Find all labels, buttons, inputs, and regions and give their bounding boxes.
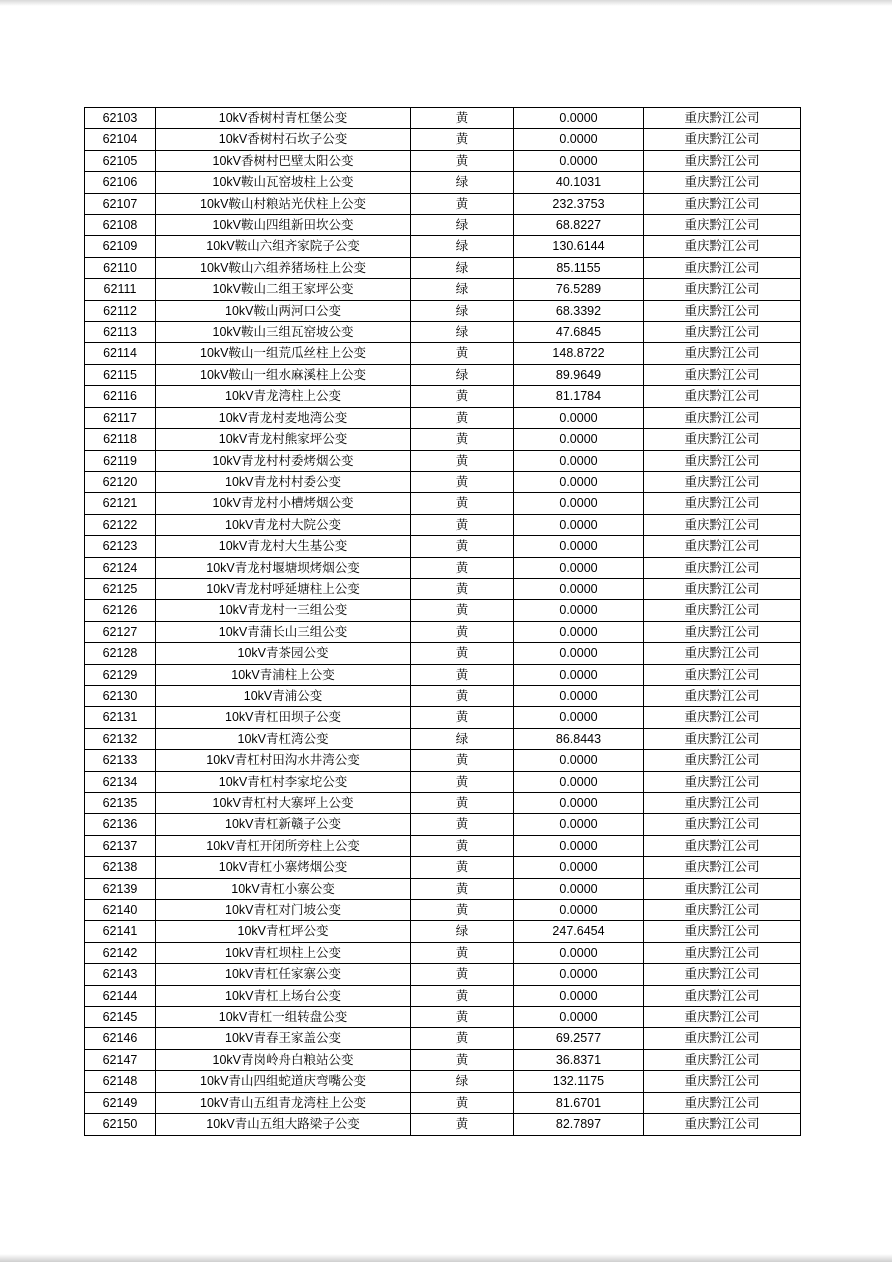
cell-value: 85.1155 (514, 257, 644, 278)
cell-company: 重庆黔江公司 (644, 471, 801, 492)
cell-id: 62110 (85, 257, 156, 278)
table-row (85, 1007, 801, 1028)
cell-company: 重庆黔江公司 (644, 1049, 801, 1070)
cell-name: 10kV青龙村大院公变 (156, 514, 411, 535)
cell-value: 0.0000 (514, 964, 644, 985)
cell-id: 62106 (85, 172, 156, 193)
cell-name: 10kV青杠村李家坨公变 (156, 771, 411, 792)
cell-company: 重庆黔江公司 (644, 664, 801, 685)
cell-status: 黄 (411, 450, 514, 471)
cell-id: 62148 (85, 1071, 156, 1092)
cell-id: 62140 (85, 900, 156, 921)
cell-value: 89.9649 (514, 364, 644, 385)
cell-id: 62114 (85, 343, 156, 364)
table-row (85, 257, 801, 278)
page-edge-top (0, 0, 892, 6)
cell-company: 重庆黔江公司 (644, 215, 801, 236)
table-row (85, 964, 801, 985)
cell-name: 10kV青龙村呼延塘柱上公变 (156, 578, 411, 599)
cell-value: 0.0000 (514, 985, 644, 1006)
cell-company: 重庆黔江公司 (644, 493, 801, 514)
cell-value: 0.0000 (514, 493, 644, 514)
cell-status: 黄 (411, 771, 514, 792)
cell-name: 10kV青杠上场台公变 (156, 985, 411, 1006)
cell-status: 绿 (411, 236, 514, 257)
cell-status: 绿 (411, 322, 514, 343)
cell-company: 重庆黔江公司 (644, 964, 801, 985)
cell-name: 10kV青山五组青龙湾柱上公变 (156, 1092, 411, 1113)
cell-company: 重庆黔江公司 (644, 985, 801, 1006)
cell-status: 黄 (411, 407, 514, 428)
cell-id: 62108 (85, 215, 156, 236)
cell-company: 重庆黔江公司 (644, 236, 801, 257)
cell-value: 0.0000 (514, 621, 644, 642)
cell-name: 10kV青龙湾柱上公变 (156, 386, 411, 407)
cell-company: 重庆黔江公司 (644, 279, 801, 300)
cell-company: 重庆黔江公司 (644, 343, 801, 364)
cell-company: 重庆黔江公司 (644, 193, 801, 214)
table-row (85, 728, 801, 749)
table-row (85, 1071, 801, 1092)
table-row (85, 771, 801, 792)
table-row (85, 150, 801, 171)
cell-status: 绿 (411, 257, 514, 278)
table-row (85, 643, 801, 664)
cell-name: 10kV青杠坝柱上公变 (156, 942, 411, 963)
cell-status: 黄 (411, 108, 514, 129)
cell-id: 62137 (85, 835, 156, 856)
cell-name: 10kV鞍山三组瓦窑坡公变 (156, 322, 411, 343)
cell-company: 重庆黔江公司 (644, 900, 801, 921)
cell-company: 重庆黔江公司 (644, 707, 801, 728)
cell-value: 0.0000 (514, 108, 644, 129)
cell-id: 62146 (85, 1028, 156, 1049)
cell-company: 重庆黔江公司 (644, 150, 801, 171)
table-row (85, 536, 801, 557)
cell-status: 绿 (411, 279, 514, 300)
cell-name: 10kV青茶园公变 (156, 643, 411, 664)
cell-name: 10kV青杠坪公变 (156, 921, 411, 942)
cell-company: 重庆黔江公司 (644, 1028, 801, 1049)
cell-status: 黄 (411, 685, 514, 706)
cell-company: 重庆黔江公司 (644, 942, 801, 963)
cell-value: 0.0000 (514, 942, 644, 963)
cell-company: 重庆黔江公司 (644, 300, 801, 321)
cell-value: 0.0000 (514, 471, 644, 492)
cell-status: 黄 (411, 536, 514, 557)
table-row (85, 407, 801, 428)
cell-status: 黄 (411, 514, 514, 535)
cell-id: 62127 (85, 621, 156, 642)
cell-value: 0.0000 (514, 514, 644, 535)
cell-value: 68.8227 (514, 215, 644, 236)
cell-company: 重庆黔江公司 (644, 878, 801, 899)
cell-company: 重庆黔江公司 (644, 728, 801, 749)
cell-status: 黄 (411, 578, 514, 599)
cell-value: 0.0000 (514, 407, 644, 428)
table-row (85, 343, 801, 364)
cell-status: 黄 (411, 964, 514, 985)
cell-value: 82.7897 (514, 1114, 644, 1135)
cell-status: 黄 (411, 429, 514, 450)
cell-id: 62112 (85, 300, 156, 321)
cell-id: 62144 (85, 985, 156, 1006)
table-row (85, 172, 801, 193)
cell-value: 86.8443 (514, 728, 644, 749)
table-row (85, 1049, 801, 1070)
cell-id: 62143 (85, 964, 156, 985)
cell-id: 62118 (85, 429, 156, 450)
cell-status: 黄 (411, 129, 514, 150)
cell-value: 81.1784 (514, 386, 644, 407)
table-body (85, 108, 801, 1136)
cell-name: 10kV青龙村堰塘坝烤烟公变 (156, 557, 411, 578)
cell-company: 重庆黔江公司 (644, 600, 801, 621)
cell-name: 10kV青浦柱上公变 (156, 664, 411, 685)
cell-status: 黄 (411, 750, 514, 771)
cell-value: 0.0000 (514, 793, 644, 814)
table-row (85, 108, 801, 129)
cell-company: 重庆黔江公司 (644, 771, 801, 792)
table-row (85, 621, 801, 642)
cell-id: 62111 (85, 279, 156, 300)
cell-value: 36.8371 (514, 1049, 644, 1070)
table-row (85, 921, 801, 942)
cell-id: 62125 (85, 578, 156, 599)
cell-id: 62145 (85, 1007, 156, 1028)
cell-company: 重庆黔江公司 (644, 921, 801, 942)
cell-status: 黄 (411, 1028, 514, 1049)
cell-name: 10kV香树村石坎子公变 (156, 129, 411, 150)
cell-status: 黄 (411, 600, 514, 621)
cell-value: 0.0000 (514, 129, 644, 150)
cell-value: 0.0000 (514, 857, 644, 878)
cell-name: 10kV鞍山村粮站光伏柱上公变 (156, 193, 411, 214)
cell-name: 10kV青春王家盖公变 (156, 1028, 411, 1049)
table-row (85, 942, 801, 963)
cell-name: 10kV青杠开闭所旁柱上公变 (156, 835, 411, 856)
cell-company: 重庆黔江公司 (644, 578, 801, 599)
cell-company: 重庆黔江公司 (644, 643, 801, 664)
cell-value: 69.2577 (514, 1028, 644, 1049)
cell-company: 重庆黔江公司 (644, 793, 801, 814)
table-row (85, 493, 801, 514)
cell-id: 62121 (85, 493, 156, 514)
cell-company: 重庆黔江公司 (644, 450, 801, 471)
cell-company: 重庆黔江公司 (644, 386, 801, 407)
cell-value: 0.0000 (514, 536, 644, 557)
table-row (85, 664, 801, 685)
table-row (85, 900, 801, 921)
cell-company: 重庆黔江公司 (644, 1114, 801, 1135)
table-row (85, 578, 801, 599)
cell-status: 绿 (411, 1071, 514, 1092)
cell-status: 黄 (411, 878, 514, 899)
cell-value: 0.0000 (514, 707, 644, 728)
table-row (85, 835, 801, 856)
cell-status: 黄 (411, 493, 514, 514)
cell-id: 62139 (85, 878, 156, 899)
cell-company: 重庆黔江公司 (644, 835, 801, 856)
cell-name: 10kV青山四组蛇道庆弯嘴公变 (156, 1071, 411, 1092)
cell-company: 重庆黔江公司 (644, 172, 801, 193)
cell-id: 62116 (85, 386, 156, 407)
cell-name: 10kV青龙村一三组公变 (156, 600, 411, 621)
cell-company: 重庆黔江公司 (644, 685, 801, 706)
cell-status: 黄 (411, 557, 514, 578)
cell-name: 10kV青龙村麦地湾公变 (156, 407, 411, 428)
cell-company: 重庆黔江公司 (644, 557, 801, 578)
cell-company: 重庆黔江公司 (644, 257, 801, 278)
cell-name: 10kV鞍山二组王家坪公变 (156, 279, 411, 300)
table-row (85, 471, 801, 492)
cell-id: 62124 (85, 557, 156, 578)
cell-id: 62135 (85, 793, 156, 814)
table-row (85, 1114, 801, 1135)
cell-name: 10kV青岗岭舟白粮站公变 (156, 1049, 411, 1070)
table-row (85, 300, 801, 321)
cell-value: 81.6701 (514, 1092, 644, 1113)
cell-status: 绿 (411, 921, 514, 942)
table-row (85, 364, 801, 385)
cell-value: 0.0000 (514, 900, 644, 921)
table-row (85, 386, 801, 407)
cell-value: 0.0000 (514, 685, 644, 706)
cell-status: 绿 (411, 728, 514, 749)
cell-name: 10kV青龙村村委公变 (156, 471, 411, 492)
cell-value: 68.3392 (514, 300, 644, 321)
cell-value: 0.0000 (514, 750, 644, 771)
cell-id: 62120 (85, 471, 156, 492)
cell-name: 10kV青杠田坝子公变 (156, 707, 411, 728)
cell-name: 10kV青杠小寨烤烟公变 (156, 857, 411, 878)
cell-status: 绿 (411, 215, 514, 236)
cell-value: 0.0000 (514, 600, 644, 621)
cell-id: 62132 (85, 728, 156, 749)
table-row (85, 279, 801, 300)
table-row (85, 557, 801, 578)
cell-status: 黄 (411, 985, 514, 1006)
cell-value: 232.3753 (514, 193, 644, 214)
table-row (85, 707, 801, 728)
cell-value: 76.5289 (514, 279, 644, 300)
cell-id: 62126 (85, 600, 156, 621)
cell-id: 62147 (85, 1049, 156, 1070)
cell-status: 黄 (411, 814, 514, 835)
table-row (85, 793, 801, 814)
cell-id: 62117 (85, 407, 156, 428)
cell-id: 62129 (85, 664, 156, 685)
cell-name: 10kV鞍山瓦窑坡柱上公变 (156, 172, 411, 193)
cell-id: 62133 (85, 750, 156, 771)
cell-status: 黄 (411, 343, 514, 364)
cell-status: 黄 (411, 386, 514, 407)
transformer-table (84, 107, 801, 1136)
cell-id: 62105 (85, 150, 156, 171)
cell-name: 10kV青龙村熊家坪公变 (156, 429, 411, 450)
cell-value: 40.1031 (514, 172, 644, 193)
cell-status: 黄 (411, 621, 514, 642)
cell-status: 黄 (411, 857, 514, 878)
cell-company: 重庆黔江公司 (644, 322, 801, 343)
page-edge-bottom (0, 1254, 892, 1262)
cell-value: 47.6845 (514, 322, 644, 343)
cell-id: 62119 (85, 450, 156, 471)
cell-value: 0.0000 (514, 814, 644, 835)
cell-company: 重庆黔江公司 (644, 1071, 801, 1092)
cell-name: 10kV青龙村村委烤烟公变 (156, 450, 411, 471)
cell-status: 黄 (411, 900, 514, 921)
table-row (85, 236, 801, 257)
cell-id: 62130 (85, 685, 156, 706)
cell-name: 10kV青杠一组转盘公变 (156, 1007, 411, 1028)
cell-company: 重庆黔江公司 (644, 1007, 801, 1028)
cell-name: 10kV鞍山一组荒瓜丝柱上公变 (156, 343, 411, 364)
cell-name: 10kV鞍山六组齐家院子公变 (156, 236, 411, 257)
cell-name: 10kV香树村青杠堡公变 (156, 108, 411, 129)
cell-company: 重庆黔江公司 (644, 1092, 801, 1113)
cell-value: 132.1175 (514, 1071, 644, 1092)
cell-status: 黄 (411, 835, 514, 856)
cell-value: 0.0000 (514, 150, 644, 171)
cell-id: 62131 (85, 707, 156, 728)
cell-id: 62136 (85, 814, 156, 835)
table-row (85, 1028, 801, 1049)
cell-value: 0.0000 (514, 429, 644, 450)
cell-id: 62113 (85, 322, 156, 343)
table-row (85, 129, 801, 150)
cell-value: 0.0000 (514, 578, 644, 599)
cell-status: 黄 (411, 793, 514, 814)
cell-value: 0.0000 (514, 771, 644, 792)
cell-company: 重庆黔江公司 (644, 407, 801, 428)
cell-company: 重庆黔江公司 (644, 536, 801, 557)
table-row (85, 600, 801, 621)
cell-id: 62103 (85, 108, 156, 129)
cell-status: 黄 (411, 150, 514, 171)
cell-name: 10kV青杠小寨公变 (156, 878, 411, 899)
cell-status: 黄 (411, 1114, 514, 1135)
cell-value: 0.0000 (514, 1007, 644, 1028)
cell-id: 62150 (85, 1114, 156, 1135)
cell-name: 10kV青杠湾公变 (156, 728, 411, 749)
cell-value: 247.6454 (514, 921, 644, 942)
table-row (85, 857, 801, 878)
table-row (85, 1092, 801, 1113)
table-row (85, 193, 801, 214)
cell-value: 0.0000 (514, 557, 644, 578)
cell-id: 62115 (85, 364, 156, 385)
cell-status: 黄 (411, 1049, 514, 1070)
cell-name: 10kV青山五组大路梁子公变 (156, 1114, 411, 1135)
cell-status: 黄 (411, 1007, 514, 1028)
cell-id: 62141 (85, 921, 156, 942)
cell-status: 绿 (411, 300, 514, 321)
cell-value: 0.0000 (514, 643, 644, 664)
cell-name: 10kV青杠村大寨坪上公变 (156, 793, 411, 814)
cell-id: 62123 (85, 536, 156, 557)
cell-company: 重庆黔江公司 (644, 429, 801, 450)
table-row (85, 215, 801, 236)
cell-value: 0.0000 (514, 450, 644, 471)
table-row (85, 514, 801, 535)
cell-company: 重庆黔江公司 (644, 364, 801, 385)
cell-value: 0.0000 (514, 835, 644, 856)
cell-company: 重庆黔江公司 (644, 514, 801, 535)
table-row (85, 429, 801, 450)
cell-id: 62122 (85, 514, 156, 535)
cell-status: 黄 (411, 193, 514, 214)
cell-name: 10kV青龙村小槽烤烟公变 (156, 493, 411, 514)
cell-status: 黄 (411, 471, 514, 492)
cell-value: 148.8722 (514, 343, 644, 364)
cell-company: 重庆黔江公司 (644, 750, 801, 771)
cell-id: 62138 (85, 857, 156, 878)
cell-id: 62107 (85, 193, 156, 214)
table-row (85, 450, 801, 471)
cell-company: 重庆黔江公司 (644, 857, 801, 878)
cell-name: 10kV青杠新赣子公变 (156, 814, 411, 835)
table-row (85, 814, 801, 835)
cell-company: 重庆黔江公司 (644, 108, 801, 129)
cell-name: 10kV鞍山六组养猪场柱上公变 (156, 257, 411, 278)
table-row (85, 750, 801, 771)
cell-name: 10kV鞍山两河口公变 (156, 300, 411, 321)
table-row (85, 685, 801, 706)
cell-value: 130.6144 (514, 236, 644, 257)
cell-status: 黄 (411, 643, 514, 664)
cell-name: 10kV青蒲长山三组公变 (156, 621, 411, 642)
table-row (85, 322, 801, 343)
cell-id: 62104 (85, 129, 156, 150)
cell-status: 绿 (411, 364, 514, 385)
cell-id: 62109 (85, 236, 156, 257)
cell-name: 10kV青杠村田沟水井湾公变 (156, 750, 411, 771)
cell-status: 绿 (411, 172, 514, 193)
cell-status: 黄 (411, 942, 514, 963)
cell-status: 黄 (411, 664, 514, 685)
cell-value: 0.0000 (514, 878, 644, 899)
table-row (85, 985, 801, 1006)
cell-name: 10kV青杠对门坡公变 (156, 900, 411, 921)
cell-id: 62134 (85, 771, 156, 792)
cell-name: 10kV青浦公变 (156, 685, 411, 706)
cell-company: 重庆黔江公司 (644, 814, 801, 835)
cell-status: 黄 (411, 707, 514, 728)
cell-id: 62142 (85, 942, 156, 963)
cell-name: 10kV鞍山一组水麻溪柱上公变 (156, 364, 411, 385)
cell-value: 0.0000 (514, 664, 644, 685)
cell-name: 10kV香树村巴壁太阳公变 (156, 150, 411, 171)
cell-name: 10kV青杠任家寨公变 (156, 964, 411, 985)
table-row (85, 878, 801, 899)
cell-company: 重庆黔江公司 (644, 621, 801, 642)
cell-id: 62128 (85, 643, 156, 664)
cell-status: 黄 (411, 1092, 514, 1113)
cell-name: 10kV青龙村大生基公变 (156, 536, 411, 557)
cell-company: 重庆黔江公司 (644, 129, 801, 150)
cell-id: 62149 (85, 1092, 156, 1113)
cell-name: 10kV鞍山四组新田坎公变 (156, 215, 411, 236)
